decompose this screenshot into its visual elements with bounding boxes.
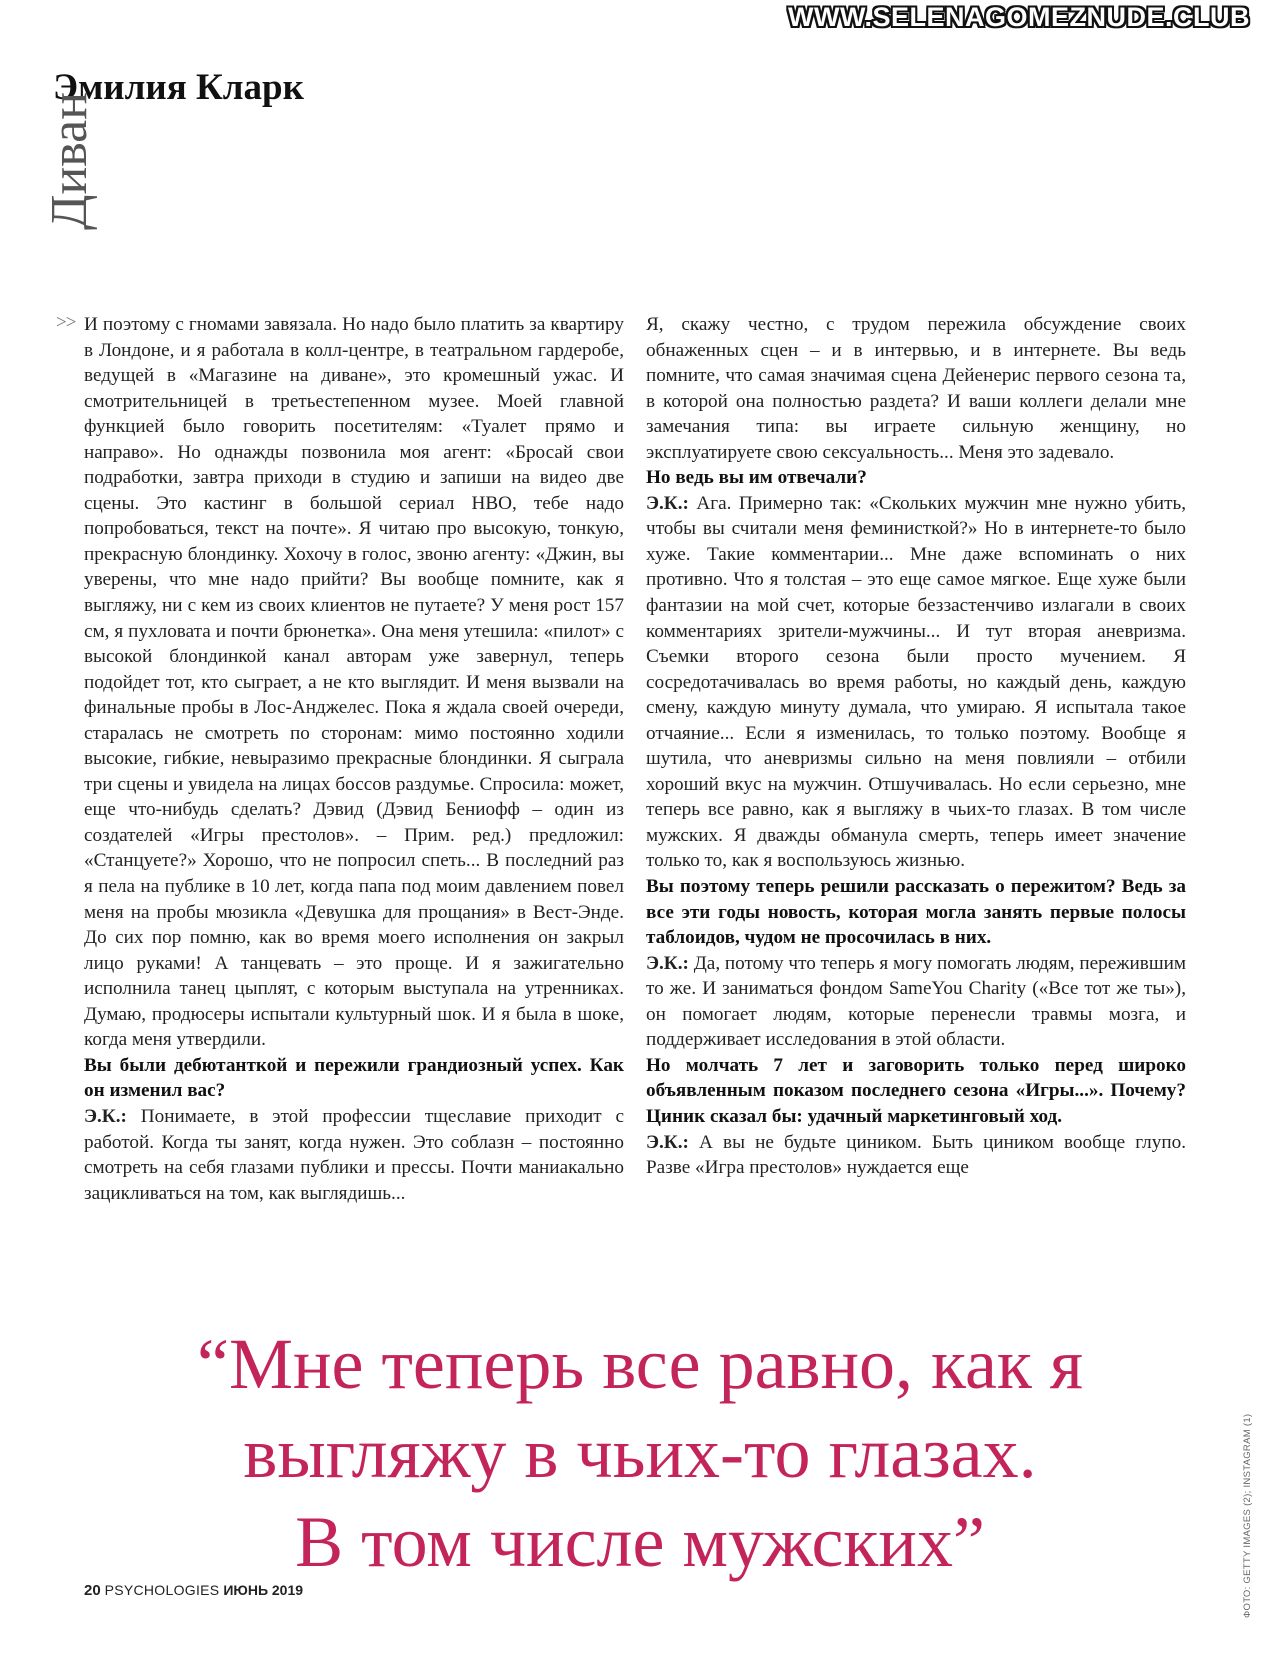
interview-question: Но ведь вы им отвечали? [646,467,867,489]
page-number: 20 [84,1582,101,1599]
continuation-mark: >> [56,312,76,333]
interview-question: Вы были дебютанткой и пережили грандиозный успех. Как он изменил вас? [84,1054,624,1102]
page-footer [84,1582,303,1599]
article-paragraph: Я, скажу честно, с трудом пережила обсуждение своих обнаженных сцен – и в интервью, и в интернете. Вы ведь помните, что самая значимая сцена Дейенерис первого сезона та, в которой она полностью раздета? И ваши коллеги делали мне замечания типа: вы играете сильную женщину, но эксплуатируете свою сексуальность... Меня это задевало. [646,314,1186,463]
magazine-name: PSYCHOLOGIES [104,1582,220,1598]
pull-quote-line: “Мне теперь все равно, как я [196,1324,1083,1404]
pull-quote-line: выгляжу в чьих-то глазах. [243,1413,1037,1493]
interview-question: Вы поэтому теперь решили рассказать о пережитом? Ведь за все эти годы новость, которая могла занять первые полосы таблоидов, чудом не просочилась в них. [646,876,1186,949]
author-name: Эмилия Кларк [53,67,304,108]
speaker-label: Э.К.: [646,492,689,514]
speaker-label: Э.К.: [646,952,689,974]
pull-quote [90,1320,1190,1587]
pull-quote-line: В том числе мужских” [295,1502,985,1582]
watermark: WWW.SELENAGOMEZNUDE.CLUB [788,2,1250,32]
article-column-right [646,312,1186,1181]
answer-text: Понимаете, в этой профессии тщеславие приходит с работой. Когда ты занят, когда нужен. Это соблазн – постоянно смотреть на себя глазами публики и прессы. Почти маниакально зацикливаться на том, как выглядишь... [84,1105,625,1204]
issue-date: ИЮНЬ 2019 [223,1582,304,1598]
speaker-label: Э.К.: [646,1131,689,1153]
answer-text: А вы не будьте циником. Быть циником вообще глупо. Разве «Игра престолов» нуждается еще [646,1131,1186,1179]
interview-answer [646,1130,1186,1181]
article-column-left [84,312,624,1206]
speaker-label: Э.К.: [84,1105,127,1127]
interview-answer [84,1104,624,1206]
article-paragraph: И поэтому с гномами завязала. Но надо было платить за квартиру в Лондоне, и я работала в колл-центре, в театральном гардеробе, ведущей в «Магазине на диване», это кромешный ужас. И смотрительницей в третьестепенном музее. Моей главной функцией было говорить посетителям: «Туалет прямо и направо». Но однажды позвонила моя агент: «Бросай свои подработки, завтра приходи в студию и запиши на видео две сцены. Это кастинг в большой сериал HBO, тебе надо попробоваться, текст на почте». Я читаю про высокую, тонкую, прекрасную блондинку. Хохочу в голос, звоню агенту: «Джин, вы уверены, что мне надо прийти? Вы вообще помните, как я выгляжу, ни с кем из своих клиентов не путаете? У меня рост 157 см, я пухловата и почти брюнетка». Она меня утешила: «пилот» с высокой блондинкой канал авторам уже завернул, теперь подойдет тот, кто сыграет, а не кто выглядит. И меня вызвали на финальные пробы в Лос-Анджелес. Пока я ждала своей очереди, старалась не смотреть по сторонам: мимо постоянно ходили высокие, гибкие, невыразимо прекрасные блондинки. Я сыграла три сцены и увидела на лицах боссов раздумье. Спросила: может, еще что-нибудь сделать? Дэвид (Дэвид Бениофф – один из создателей «Игры престолов». – Прим. ред.) предложил: «Станцуете?» Хорошо, что не попросил спеть... В последний раз я пела на публике в 10 лет, когда папа под моим давлением повел меня на пробы мюзикла «Девушка для прощания» в Вест-Энде. До сих пор помню, как во время моего исполнения он закрыл лицо руками! А танцевать – это проще. И я зажигательно исполнила танец цыплят, с которым выступала на утренниках. Думаю, продюсеры испытали культурный шок. И я была в шоке, когда меня утвердили. [84,314,624,1051]
photo-credit: ФОТО: GETTY IMAGES (2); INSTAGRAM (1) [1242,1413,1253,1618]
answer-text: Ага. Примерно так: «Скольких мужчин мне нужно убить, чтобы вы считали меня феминисткой?» Но в интернете-то было хуже. Такие комментарии... Мне даже вспоминать о них противно. Что я толстая – это еще самое мягкое. Еще хуже были фантазии на мой счет, которые беззастенчиво излагали в своих комментариях зрители-мужчины... И тут вторая аневризма. Съемки второго сезона были просто мучением. Я сосредотачивалась во время работы, но каждый день, каждую смену, каждую минуту думала, что умираю. Я испытала такое отчаяние... Если я изменилась, то только поэтому. Вообще я шутила, что аневризмы сильно на меня повлияли – отбили хороший вкус на мужчин. Отшучивалась. Но если серьезно, мне теперь все равно, как я выгляжу в чьих-то глазах. В том числе мужских. Я дважды обманула смерть, теперь имеет значение только то, как я воспользуюсь жизнью. [646,492,1186,872]
interview-answer [646,951,1186,1053]
answer-text: Да, потому что теперь я могу помогать людям, пережившим то же. И заниматься фондом SameYou Charity («Все тот же ты»), он помогает людям, которые перенесли травмы мозга, и поддерживает исследования в этой области. [646,952,1187,1051]
interview-answer [646,491,1186,874]
interview-question: Но молчать 7 лет и заговорить только перед широко объявленным показом последнего сезона «Игры...». Почему? Циник сказал бы: удачный маркетинговый ход. [646,1054,1186,1127]
section-label: Диван [41,91,98,230]
